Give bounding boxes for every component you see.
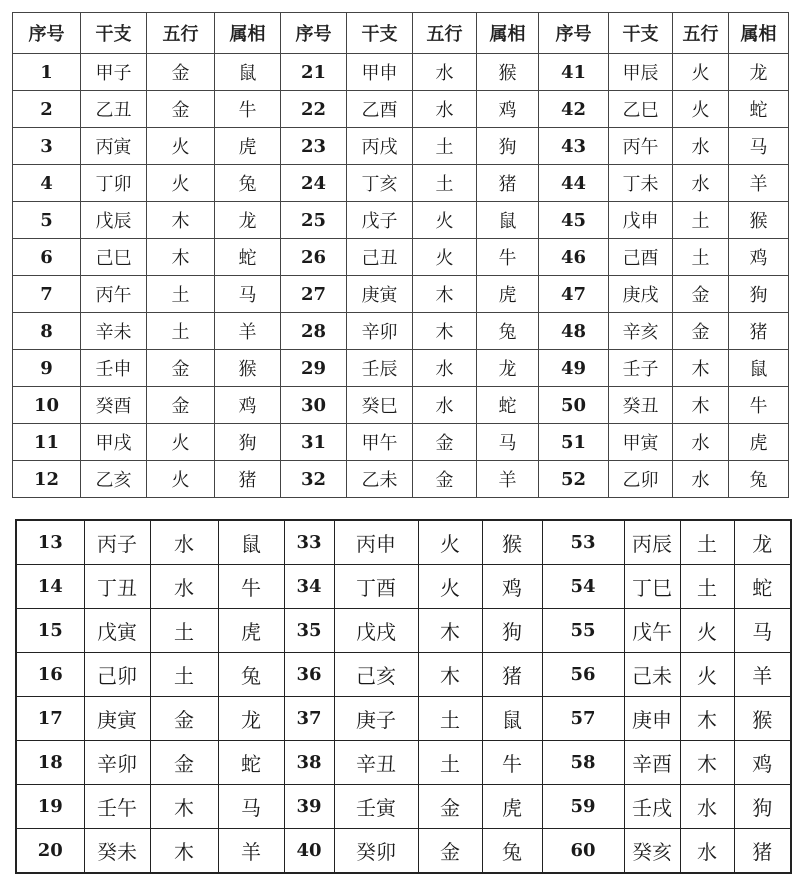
element-cell: 金 [673,313,729,350]
zodiac-cell: 牛 [482,741,542,785]
ganzhi-cell: 丙寅 [81,128,147,165]
element-cell: 木 [680,697,734,741]
element-cell: 水 [413,91,477,128]
index-cell: 12 [13,461,81,498]
zodiac-cell: 兔 [729,461,789,498]
table-row [13,387,789,424]
ganzhi-cell: 癸丑 [609,387,673,424]
ganzhi-cell: 乙卯 [609,461,673,498]
ganzhi-cell: 丁卯 [81,165,147,202]
ganzhi-cell: 戊午 [624,609,680,653]
index-cell: 27 [281,276,347,313]
zodiac-cell: 狗 [215,424,281,461]
header-cell: 属相 [729,13,789,54]
ganzhi-cell: 辛卯 [84,741,150,785]
zodiac-cell: 蛇 [477,387,539,424]
ganzhi-table-bottom [15,519,792,874]
element-cell: 金 [418,829,482,874]
element-cell: 水 [673,424,729,461]
ganzhi-cell: 癸酉 [81,387,147,424]
index-cell: 48 [539,313,609,350]
table-row [13,424,789,461]
ganzhi-cell: 乙亥 [81,461,147,498]
zodiac-cell: 鼠 [215,54,281,91]
zodiac-cell: 马 [729,128,789,165]
element-cell: 火 [147,128,215,165]
ganzhi-cell: 壬子 [609,350,673,387]
zodiac-cell: 鸡 [729,239,789,276]
element-cell: 水 [680,829,734,874]
ganzhi-cell: 甲子 [81,54,147,91]
header-cell: 属相 [477,13,539,54]
element-cell: 土 [413,165,477,202]
table-row [16,697,791,741]
element-cell: 金 [147,91,215,128]
zodiac-cell: 虎 [218,609,284,653]
zodiac-cell: 狗 [729,276,789,313]
zodiac-cell: 牛 [215,91,281,128]
index-cell: 20 [16,829,84,874]
zodiac-cell: 猪 [215,461,281,498]
table-row [13,239,789,276]
element-cell: 水 [673,165,729,202]
index-cell: 15 [16,609,84,653]
table-row [13,54,789,91]
index-cell: 10 [13,387,81,424]
element-cell: 金 [673,276,729,313]
ganzhi-cell: 丁巳 [624,565,680,609]
element-cell: 火 [147,424,215,461]
zodiac-cell: 兔 [218,653,284,697]
element-cell: 火 [418,565,482,609]
ganzhi-cell: 戊子 [347,202,413,239]
index-cell: 30 [281,387,347,424]
zodiac-cell: 龙 [218,697,284,741]
zodiac-cell: 鼠 [482,697,542,741]
ganzhi-cell: 癸卯 [334,829,418,874]
element-cell: 土 [680,520,734,565]
header-cell: 序号 [13,13,81,54]
ganzhi-cell: 壬戌 [624,785,680,829]
table-row [16,520,791,565]
header-row [13,13,789,54]
index-cell: 14 [16,565,84,609]
element-cell: 木 [680,741,734,785]
index-cell: 39 [284,785,334,829]
index-cell: 6 [13,239,81,276]
index-cell: 43 [539,128,609,165]
zodiac-cell: 龙 [477,350,539,387]
table-row [13,350,789,387]
element-cell: 火 [418,520,482,565]
ganzhi-cell: 辛酉 [624,741,680,785]
zodiac-cell: 蛇 [218,741,284,785]
ganzhi-cell: 戊寅 [84,609,150,653]
ganzhi-cell: 癸亥 [624,829,680,874]
table-row [13,276,789,313]
element-cell: 土 [413,128,477,165]
element-cell: 火 [413,202,477,239]
element-cell: 水 [413,350,477,387]
index-cell: 7 [13,276,81,313]
element-cell: 金 [150,697,218,741]
index-cell: 21 [281,54,347,91]
element-cell: 土 [150,609,218,653]
index-cell: 11 [13,424,81,461]
element-cell: 木 [673,387,729,424]
element-cell: 水 [673,128,729,165]
element-cell: 水 [150,565,218,609]
zodiac-cell: 狗 [477,128,539,165]
index-cell: 59 [542,785,624,829]
header-cell: 五行 [413,13,477,54]
ganzhi-cell: 丙辰 [624,520,680,565]
zodiac-cell: 蛇 [734,565,791,609]
index-cell: 24 [281,165,347,202]
element-cell: 木 [150,829,218,874]
ganzhi-cell: 丁酉 [334,565,418,609]
table-body-bottom [16,520,791,873]
table-row [16,609,791,653]
zodiac-cell: 狗 [482,609,542,653]
element-cell: 火 [673,54,729,91]
ganzhi-cell: 乙丑 [81,91,147,128]
element-cell: 金 [147,350,215,387]
zodiac-cell: 鼠 [729,350,789,387]
ganzhi-cell: 己未 [624,653,680,697]
element-cell: 火 [673,91,729,128]
ganzhi-cell: 甲寅 [609,424,673,461]
zodiac-cell: 羊 [218,829,284,874]
ganzhi-cell: 戊戌 [334,609,418,653]
ganzhi-cell: 辛亥 [609,313,673,350]
ganzhi-cell: 乙巳 [609,91,673,128]
element-cell: 土 [147,276,215,313]
index-cell: 17 [16,697,84,741]
element-cell: 水 [413,387,477,424]
zodiac-cell: 牛 [477,239,539,276]
ganzhi-cell: 戊申 [609,202,673,239]
header-cell: 属相 [215,13,281,54]
index-cell: 9 [13,350,81,387]
zodiac-cell: 虎 [477,276,539,313]
element-cell: 木 [673,350,729,387]
index-cell: 55 [542,609,624,653]
zodiac-cell: 鼠 [477,202,539,239]
ganzhi-cell: 乙未 [347,461,413,498]
ganzhi-cell: 甲戌 [81,424,147,461]
zodiac-cell: 鸡 [734,741,791,785]
index-cell: 50 [539,387,609,424]
ganzhi-cell: 戊辰 [81,202,147,239]
index-cell: 13 [16,520,84,565]
ganzhi-cell: 壬辰 [347,350,413,387]
zodiac-cell: 鸡 [482,565,542,609]
table-row [13,313,789,350]
zodiac-cell: 鸡 [477,91,539,128]
index-cell: 54 [542,565,624,609]
index-cell: 56 [542,653,624,697]
index-cell: 35 [284,609,334,653]
zodiac-cell: 兔 [215,165,281,202]
index-cell: 18 [16,741,84,785]
index-cell: 60 [542,829,624,874]
zodiac-cell: 猴 [482,520,542,565]
table-row [13,461,789,498]
element-cell: 土 [147,313,215,350]
zodiac-cell: 猪 [734,829,791,874]
ganzhi-cell: 己卯 [84,653,150,697]
element-cell: 金 [413,424,477,461]
index-cell: 47 [539,276,609,313]
ganzhi-cell: 辛丑 [334,741,418,785]
table-row [16,565,791,609]
index-cell: 34 [284,565,334,609]
table-row [16,653,791,697]
header-cell: 五行 [673,13,729,54]
index-cell: 44 [539,165,609,202]
zodiac-cell: 马 [477,424,539,461]
ganzhi-cell: 壬申 [81,350,147,387]
ganzhi-cell: 癸巳 [347,387,413,424]
zodiac-cell: 猴 [477,54,539,91]
ganzhi-cell: 甲辰 [609,54,673,91]
index-cell: 36 [284,653,334,697]
element-cell: 土 [680,565,734,609]
ganzhi-cell: 甲午 [347,424,413,461]
table-row [13,91,789,128]
ganzhi-cell: 庚戌 [609,276,673,313]
element-cell: 金 [147,54,215,91]
index-cell: 51 [539,424,609,461]
element-cell: 土 [418,697,482,741]
element-cell: 火 [147,461,215,498]
index-cell: 52 [539,461,609,498]
table-row [16,741,791,785]
zodiac-cell: 猴 [215,350,281,387]
ganzhi-cell: 丁未 [609,165,673,202]
ganzhi-cell: 丙申 [334,520,418,565]
index-cell: 57 [542,697,624,741]
table-row [16,829,791,874]
element-cell: 土 [673,239,729,276]
zodiac-cell: 羊 [477,461,539,498]
zodiac-cell: 猪 [477,165,539,202]
header-cell: 干支 [81,13,147,54]
ganzhi-cell: 己酉 [609,239,673,276]
header-cell: 五行 [147,13,215,54]
ganzhi-cell: 庚申 [624,697,680,741]
index-cell: 46 [539,239,609,276]
element-cell: 火 [680,609,734,653]
zodiac-cell: 羊 [215,313,281,350]
zodiac-cell: 兔 [482,829,542,874]
index-cell: 38 [284,741,334,785]
zodiac-cell: 蛇 [215,239,281,276]
zodiac-cell: 羊 [734,653,791,697]
index-cell: 2 [13,91,81,128]
element-cell: 火 [413,239,477,276]
zodiac-cell: 马 [218,785,284,829]
element-cell: 火 [147,165,215,202]
zodiac-cell: 鼠 [218,520,284,565]
index-cell: 26 [281,239,347,276]
element-cell: 土 [418,741,482,785]
element-cell: 水 [673,461,729,498]
element-cell: 木 [413,313,477,350]
zodiac-cell: 猪 [729,313,789,350]
ganzhi-cell: 丁亥 [347,165,413,202]
zodiac-cell: 龙 [729,54,789,91]
element-cell: 木 [413,276,477,313]
ganzhi-cell: 丙戌 [347,128,413,165]
ganzhi-cell: 己亥 [334,653,418,697]
index-cell: 29 [281,350,347,387]
ganzhi-cell: 庚寅 [347,276,413,313]
ganzhi-cell: 辛未 [81,313,147,350]
ganzhi-cell: 壬寅 [334,785,418,829]
zodiac-cell: 猴 [734,697,791,741]
zodiac-cell: 牛 [729,387,789,424]
ganzhi-cell: 丙午 [81,276,147,313]
zodiac-cell: 虎 [215,128,281,165]
zodiac-cell: 羊 [729,165,789,202]
element-cell: 金 [418,785,482,829]
index-cell: 49 [539,350,609,387]
index-cell: 33 [284,520,334,565]
index-cell: 1 [13,54,81,91]
ganzhi-cell: 甲申 [347,54,413,91]
index-cell: 28 [281,313,347,350]
index-cell: 42 [539,91,609,128]
index-cell: 8 [13,313,81,350]
element-cell: 木 [418,653,482,697]
element-cell: 木 [147,202,215,239]
zodiac-cell: 虎 [729,424,789,461]
index-cell: 58 [542,741,624,785]
index-cell: 31 [281,424,347,461]
table-row [13,165,789,202]
header-cell: 序号 [539,13,609,54]
zodiac-cell: 虎 [482,785,542,829]
index-cell: 37 [284,697,334,741]
ganzhi-table-top [12,12,789,498]
zodiac-cell: 龙 [734,520,791,565]
header-cell: 干支 [347,13,413,54]
index-cell: 16 [16,653,84,697]
ganzhi-cell: 己巳 [81,239,147,276]
ganzhi-cell: 丙子 [84,520,150,565]
element-cell: 木 [150,785,218,829]
zodiac-cell: 马 [734,609,791,653]
element-cell: 水 [680,785,734,829]
zodiac-cell: 鸡 [215,387,281,424]
zodiac-cell: 马 [215,276,281,313]
element-cell: 金 [147,387,215,424]
ganzhi-cell: 辛卯 [347,313,413,350]
table-row [13,202,789,239]
header-cell: 序号 [281,13,347,54]
zodiac-cell: 龙 [215,202,281,239]
index-cell: 45 [539,202,609,239]
index-cell: 53 [542,520,624,565]
index-cell: 4 [13,165,81,202]
ganzhi-cell: 壬午 [84,785,150,829]
index-cell: 40 [284,829,334,874]
zodiac-cell: 蛇 [729,91,789,128]
element-cell: 木 [147,239,215,276]
element-cell: 金 [150,741,218,785]
index-cell: 32 [281,461,347,498]
element-cell: 木 [418,609,482,653]
element-cell: 水 [413,54,477,91]
element-cell: 水 [150,520,218,565]
index-cell: 5 [13,202,81,239]
element-cell: 金 [413,461,477,498]
ganzhi-cell: 丁丑 [84,565,150,609]
table-row [16,785,791,829]
zodiac-cell: 猪 [482,653,542,697]
element-cell: 土 [673,202,729,239]
index-cell: 22 [281,91,347,128]
index-cell: 25 [281,202,347,239]
table-body-top [13,54,789,498]
header-cell: 干支 [609,13,673,54]
zodiac-cell: 牛 [218,565,284,609]
ganzhi-cell: 癸未 [84,829,150,874]
ganzhi-cell: 庚子 [334,697,418,741]
table-row [13,128,789,165]
zodiac-cell: 兔 [477,313,539,350]
index-cell: 3 [13,128,81,165]
index-cell: 41 [539,54,609,91]
index-cell: 19 [16,785,84,829]
element-cell: 火 [680,653,734,697]
ganzhi-cell: 庚寅 [84,697,150,741]
element-cell: 土 [150,653,218,697]
ganzhi-cell: 乙酉 [347,91,413,128]
ganzhi-cell: 己丑 [347,239,413,276]
zodiac-cell: 狗 [734,785,791,829]
ganzhi-cell: 丙午 [609,128,673,165]
zodiac-cell: 猴 [729,202,789,239]
index-cell: 23 [281,128,347,165]
